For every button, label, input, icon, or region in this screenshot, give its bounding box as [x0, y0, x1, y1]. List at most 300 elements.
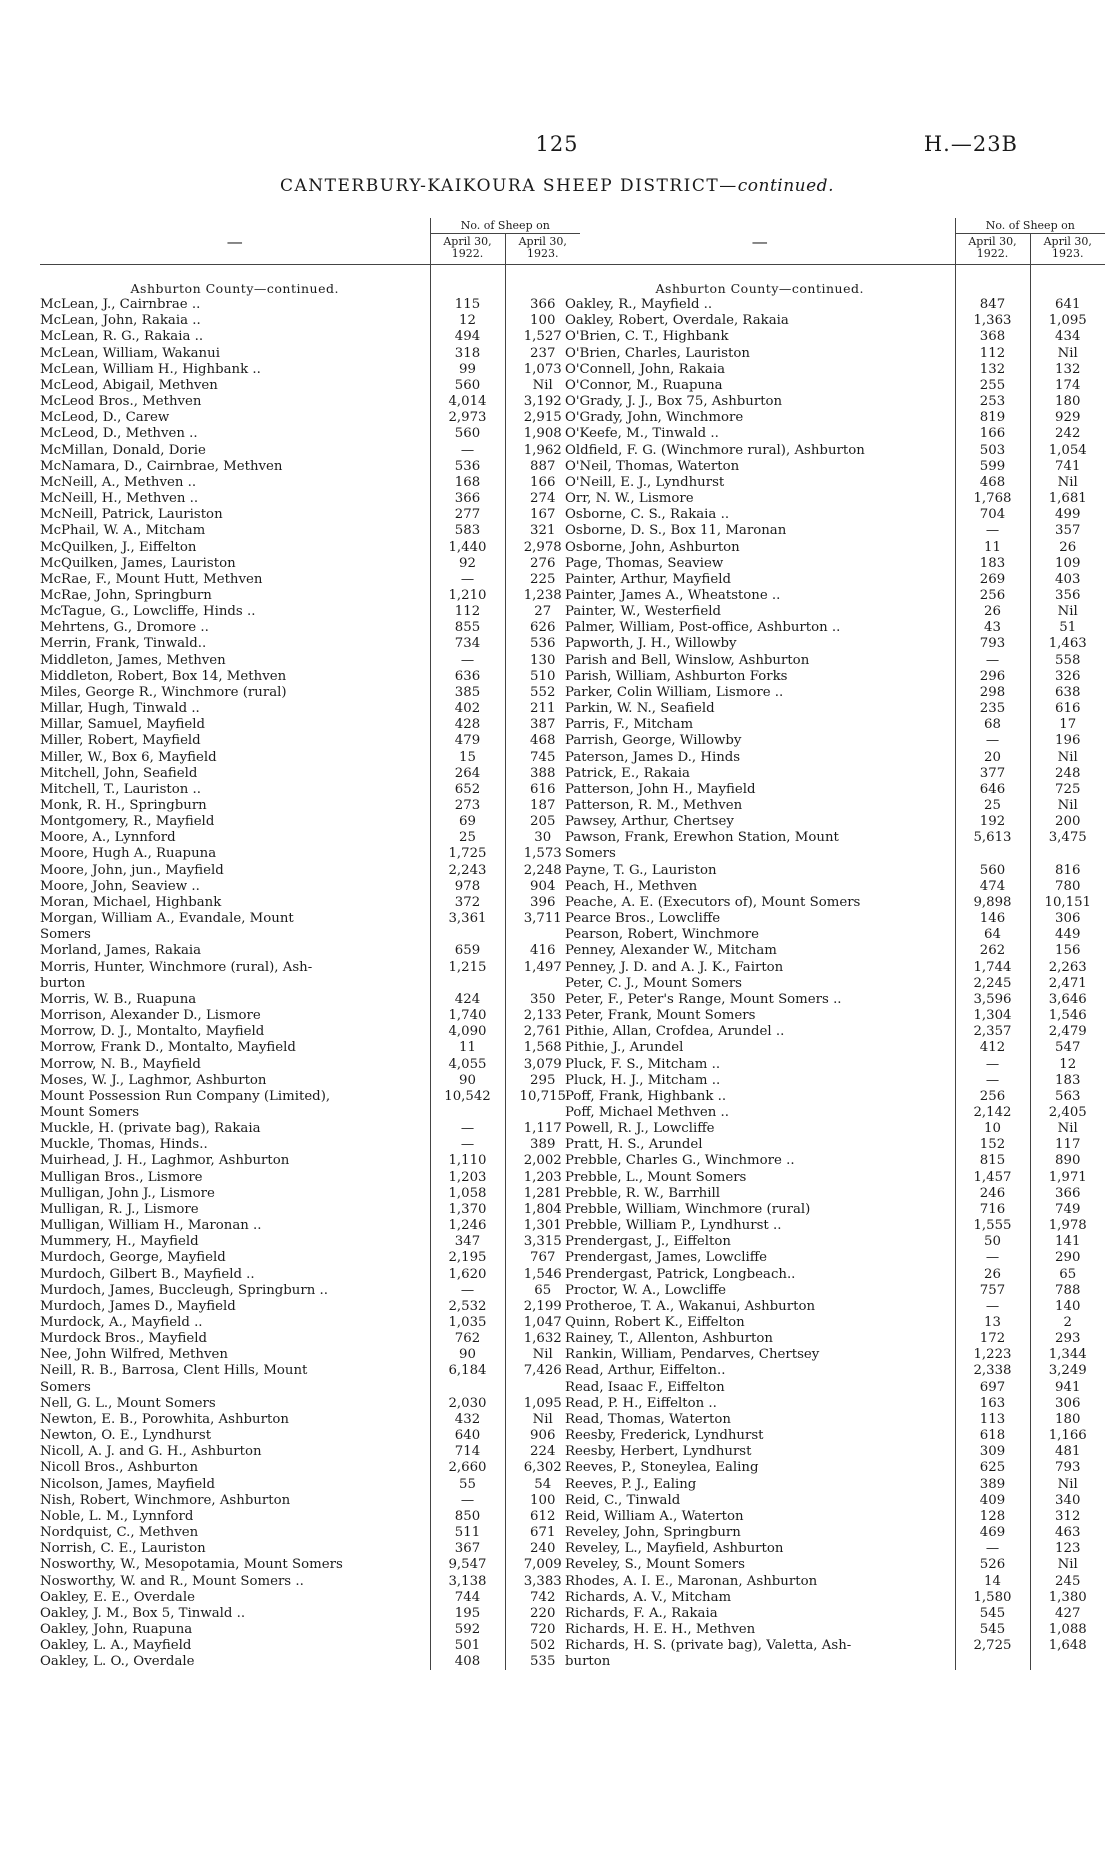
sheep-1923: 132: [1030, 362, 1105, 378]
owner-name: Mulligan Bros., Lismore: [40, 1169, 203, 1185]
table-row: [565, 329, 1105, 345]
owner-name: O'Grady, John, Winchmore: [565, 410, 744, 426]
owner-name: Proctor, W. A., Lowcliffe: [565, 1282, 727, 1298]
sheep-1922: 545: [955, 1622, 1030, 1638]
sheep-1923: 3,711: [505, 911, 580, 927]
owner-name: Millar, Samuel, Mayfield: [40, 717, 205, 733]
sheep-1922: 2,973: [430, 410, 505, 426]
sheep-1922: [955, 1654, 1030, 1670]
sheep-1922: 10: [955, 1121, 1030, 1137]
sheep-1923: 276: [505, 556, 580, 572]
owner-name: Muirhead, J. H., Laghmor, Ashburton: [40, 1153, 290, 1169]
table-row: [40, 1622, 580, 1638]
table-row: [40, 1380, 580, 1396]
sheep-1923: 1,908: [505, 426, 580, 442]
table-row: [40, 540, 580, 556]
owner-name: McRae, F., Mount Hutt, Methven: [40, 571, 263, 587]
sheep-1922: 264: [430, 766, 505, 782]
table-row: [40, 620, 580, 636]
table-row: [565, 475, 1105, 491]
sheep-1923: 295: [505, 1073, 580, 1089]
sheep-1923: 468: [505, 733, 580, 749]
owner-name: Mummery, H., Mayfield: [40, 1234, 199, 1250]
sheep-1922: 479: [430, 733, 505, 749]
sheep-1923: 10,715: [505, 1089, 580, 1105]
sheep-1923: 749: [1030, 1202, 1105, 1218]
sheep-1923: 3,383: [505, 1574, 580, 1590]
sheep-1922: 2,357: [955, 1024, 1030, 1040]
sheep-1923: 100: [505, 1493, 580, 1509]
sheep-1923: 2,263: [1030, 960, 1105, 976]
table-row: [565, 1380, 1105, 1396]
owner-name: Middleton, Robert, Box 14, Methven: [40, 668, 287, 684]
sheep-1923: 224: [505, 1444, 580, 1460]
table-row: [565, 604, 1105, 620]
table-row: [40, 523, 580, 539]
section-heading: Ashburton County—continued.: [130, 281, 339, 296]
owner-name: Read, Thomas, Waterton: [565, 1411, 731, 1427]
left-table: [40, 218, 580, 1670]
sheep-1922: 847: [955, 297, 1030, 313]
owner-name: Prendergast, James, Lowcliffe: [565, 1250, 768, 1266]
table-row: [40, 459, 580, 475]
owner-name: Painter, W., Westerfield: [565, 604, 722, 620]
sheep-1922: 762: [430, 1331, 505, 1347]
owner-name: McLeod Bros., Methven: [40, 394, 202, 410]
sheep-1923: 7,009: [505, 1557, 580, 1573]
sheep-1923: 321: [505, 523, 580, 539]
sheep-1923: 389: [505, 1137, 580, 1153]
table-row: [40, 1040, 580, 1056]
owner-name: Richards, H. E. H., Methven: [565, 1621, 756, 1637]
table-row: [40, 1105, 580, 1121]
sheep-1923: 2,133: [505, 1008, 580, 1024]
table-row: [40, 572, 580, 588]
spacer-row: [565, 265, 1105, 282]
table-row: [565, 1396, 1105, 1412]
sheep-1922: 347: [430, 1234, 505, 1250]
sheep-1922: —: [955, 1073, 1030, 1089]
owner-name: McQuilken, J., Eiffelton: [40, 539, 197, 555]
sheep-1922: 2,532: [430, 1299, 505, 1315]
owner-name: Prebble, R. W., Barrhill: [565, 1185, 720, 1201]
sheep-1922: [430, 1380, 505, 1396]
table-row: [40, 1218, 580, 1234]
sheep-1923: Nil: [1030, 1557, 1105, 1573]
sheep-1922: 646: [955, 782, 1030, 798]
owner-name: Morgan, William A., Evandale, Mount: [40, 911, 294, 927]
sheep-1923: 140: [1030, 1299, 1105, 1315]
owner-name: Prendergast, J., Eiffelton: [565, 1234, 731, 1250]
sheep-1923: 563: [1030, 1089, 1105, 1105]
sheep-1922: 697: [955, 1380, 1030, 1396]
sheep-1922: 1,246: [430, 1218, 505, 1234]
sheep-1923: 741: [1030, 459, 1105, 475]
table-row: [565, 572, 1105, 588]
sheep-1922: 2,243: [430, 863, 505, 879]
sheep-1922: —: [955, 653, 1030, 669]
owner-name: Patterson, R. M., Methven: [565, 798, 743, 813]
section-heading-row: [40, 281, 580, 297]
sheep-1922: 166: [955, 426, 1030, 442]
sheep-1923: 1,546: [505, 1267, 580, 1283]
table-row: [40, 653, 580, 669]
owner-name: Parris, F., Mitcham: [565, 717, 694, 733]
owner-name: Pawson, Frank, Erewhon Station, Mount: [565, 830, 839, 846]
owner-name: Newton, O. E., Lyndhurst: [40, 1428, 212, 1444]
owner-name: Peach, H., Methven: [565, 878, 698, 894]
owner-name: Rankin, William, Pendarves, Chertsey: [565, 1347, 820, 1363]
sheep-1922: 20: [955, 750, 1030, 766]
sheep-1923: 890: [1030, 1153, 1105, 1169]
owner-name: burton: [40, 975, 86, 991]
sheep-1923: 117: [1030, 1137, 1105, 1153]
sheep-1922: —: [955, 733, 1030, 749]
owner-name: Read, Isaac F., Eiffelton: [565, 1379, 725, 1395]
sheep-1922: 408: [430, 1654, 505, 1670]
name-column-header: —: [565, 218, 955, 265]
table-row: [40, 863, 580, 879]
owner-name: Nordquist, C., Methven: [40, 1525, 199, 1541]
owner-name: Norrish, C. E., Lauriston: [40, 1541, 206, 1557]
sheep-1922: —: [955, 1541, 1030, 1557]
owner-name: Moran, Michael, Highbank: [40, 894, 222, 910]
sheep-1922: 9,898: [955, 895, 1030, 911]
right-table: [565, 218, 1105, 1670]
sheep-1923: [1030, 846, 1105, 862]
owner-name: Morris, Hunter, Winchmore (rural), Ash-: [40, 959, 313, 975]
owner-name: O'Brien, C. T., Highbank: [565, 329, 729, 345]
table-row: [40, 1234, 580, 1250]
sheep-1923: 2,471: [1030, 976, 1105, 992]
table-row: [565, 1202, 1105, 1218]
table-row: [40, 717, 580, 733]
sheep-1923: 2,479: [1030, 1024, 1105, 1040]
table-row: [565, 1057, 1105, 1073]
owner-name: Prebble, William P., Lyndhurst ..: [565, 1218, 782, 1234]
sheep-1923: 245: [1030, 1574, 1105, 1590]
table-row: [565, 1460, 1105, 1476]
owner-name: McMillan, Donald, Dorie: [40, 442, 206, 458]
sheep-1922: 2,725: [955, 1638, 1030, 1654]
owner-name: Orr, N. W., Lismore: [565, 491, 694, 507]
owner-name: Reeves, P., Stoneylea, Ealing: [565, 1460, 759, 1476]
sheep-1923: 3,475: [1030, 830, 1105, 846]
sheep-1922: 13: [955, 1315, 1030, 1331]
owner-name: Penney, Alexander W., Mitcham: [565, 943, 777, 959]
sheep-1922: 536: [430, 459, 505, 475]
sheep-1923: 12: [1030, 1057, 1105, 1073]
sheep-1923: 10,151: [1030, 895, 1105, 911]
sheep-1923: 887: [505, 459, 580, 475]
table-row: [565, 653, 1105, 669]
sheep-1922: 1,440: [430, 540, 505, 556]
table-row: [40, 1509, 580, 1525]
table-row: [565, 895, 1105, 911]
owner-name: Peter, Frank, Mount Somers: [565, 1008, 756, 1024]
table-row: [565, 1186, 1105, 1202]
table-row: [565, 346, 1105, 362]
table-row: [40, 1331, 580, 1347]
sheep-1923: 1,117: [505, 1121, 580, 1137]
page-header: [0, 0, 1114, 230]
table-row: [565, 1234, 1105, 1250]
sheep-1923: 904: [505, 879, 580, 895]
owner-name: Nicoll Bros., Ashburton: [40, 1460, 199, 1476]
table-row: [40, 1315, 580, 1331]
owner-name: Miller, W., Box 6, Mayfield: [40, 749, 217, 765]
table-row: [565, 1590, 1105, 1606]
sheep-1922: 385: [430, 685, 505, 701]
owner-name: Merrin, Frank, Tinwald..: [40, 636, 207, 652]
sheep-1922: 501: [430, 1638, 505, 1654]
sheep-1923: 745: [505, 750, 580, 766]
table-row: [40, 1525, 580, 1541]
sheep-1923: 616: [505, 782, 580, 798]
table-row: [40, 1186, 580, 1202]
owner-name: Oakley, Robert, Overdale, Rakaia: [565, 313, 789, 329]
section-heading: Ashburton County—continued.: [655, 281, 864, 296]
sheep-1923: 1,527: [505, 329, 580, 345]
table-row: [40, 798, 580, 814]
sheep-1923: 536: [505, 636, 580, 652]
sheep-1922: 640: [430, 1428, 505, 1444]
sheep-1922: 2,030: [430, 1396, 505, 1412]
owner-name: Oakley, John, Ruapuna: [40, 1621, 193, 1637]
sheep-1923: Nil: [1030, 798, 1105, 814]
sheep-1923: 510: [505, 669, 580, 685]
sheep-1922: 298: [955, 685, 1030, 701]
sheep-1922: 1,620: [430, 1267, 505, 1283]
name-column-header: —: [40, 218, 430, 265]
table-row: [40, 362, 580, 378]
sheep-1923: 183: [1030, 1073, 1105, 1089]
owner-name: McNamara, D., Cairnbrae, Methven: [40, 458, 283, 474]
table-row: [40, 1170, 580, 1186]
table-row: [565, 1299, 1105, 1315]
owner-name: Pithie, J., Arundel: [565, 1040, 684, 1056]
sheep-1922: —: [430, 572, 505, 588]
owner-name: McPhail, W. A., Mitcham: [40, 523, 206, 539]
sheep-1923: 248: [1030, 766, 1105, 782]
table-row: [565, 1153, 1105, 1169]
sheep-1922: 1,363: [955, 313, 1030, 329]
sheep-1923: 141: [1030, 1234, 1105, 1250]
table-row: [565, 1444, 1105, 1460]
owner-name: Moore, John, jun., Mayfield: [40, 862, 224, 878]
sheep-1922: 744: [430, 1590, 505, 1606]
table-row: [565, 378, 1105, 394]
table-row: [40, 604, 580, 620]
year-1923-header: April 30, 1923.: [505, 234, 580, 265]
owner-name: Pluck, F. S., Mitcham ..: [565, 1056, 721, 1072]
table-row: [40, 475, 580, 491]
table-row: [565, 1283, 1105, 1299]
sheep-1922: 6,184: [430, 1363, 505, 1379]
sheep-1922: 172: [955, 1331, 1030, 1347]
table-row: [40, 426, 580, 442]
sheep-1923: 356: [1030, 588, 1105, 604]
sheep-1923: 725: [1030, 782, 1105, 798]
owner-name: Miller, Robert, Mayfield: [40, 733, 201, 749]
table-row: [565, 491, 1105, 507]
owner-name: O'Connor, M., Ruapuna: [565, 377, 723, 393]
sheep-1922: 428: [430, 717, 505, 733]
owner-name: Pawsey, Arthur, Chertsey: [565, 814, 734, 830]
left-table-body: [40, 265, 580, 1671]
sheep-1922: 1,210: [430, 588, 505, 604]
sheep-1922: 1,304: [955, 1008, 1030, 1024]
sheep-1922: 3,138: [430, 1574, 505, 1590]
table-row: [565, 1250, 1105, 1266]
sheep-1922: 1,110: [430, 1153, 505, 1169]
sheep-1923: 180: [1030, 1412, 1105, 1428]
table-row: [565, 733, 1105, 749]
table-row: [565, 992, 1105, 1008]
sheep-1922: 1,555: [955, 1218, 1030, 1234]
table-row: [40, 750, 580, 766]
table-row: [40, 960, 580, 976]
owner-name: McTague, G., Lowcliffe, Hinds ..: [40, 604, 256, 620]
table-row: [40, 507, 580, 523]
sheep-1922: 4,090: [430, 1024, 505, 1040]
sheep-1922: —: [955, 1299, 1030, 1315]
sheep-1922: 1,215: [430, 960, 505, 976]
owner-name: Noble, L. M., Lynnford: [40, 1508, 194, 1524]
table-row: [565, 1073, 1105, 1089]
owner-name: Parish and Bell, Winslow, Ashburton: [565, 652, 810, 668]
owner-name: Somers: [40, 1379, 91, 1395]
owner-name: Protheroe, T. A., Wakanui, Ashburton: [565, 1298, 816, 1314]
sheep-1922: 113: [955, 1412, 1030, 1428]
owner-name: Morrow, Frank D., Montalto, Mayfield: [40, 1040, 296, 1056]
table-row: [565, 814, 1105, 830]
sheep-1922: 132: [955, 362, 1030, 378]
table-row: [565, 1477, 1105, 1493]
page-title: [0, 176, 1114, 196]
owner-name: Morrow, N. B., Mayfield: [40, 1056, 201, 1072]
table-row: [40, 1121, 580, 1137]
sheep-1922: 4,055: [430, 1057, 505, 1073]
sheep-1923: 290: [1030, 1250, 1105, 1266]
sheep-1922: 389: [955, 1477, 1030, 1493]
table-row: [40, 1267, 580, 1283]
sheep-1923: 1,281: [505, 1186, 580, 1202]
owner-name: Mulligan, R. J., Lismore: [40, 1201, 199, 1217]
owner-name: Neill, R. B., Barrosa, Clent Hills, Mount: [40, 1363, 308, 1379]
sheep-1922: 855: [430, 620, 505, 636]
sheep-1922: 152: [955, 1137, 1030, 1153]
sheep-1923: 742: [505, 1590, 580, 1606]
sheep-1923: 1,971: [1030, 1170, 1105, 1186]
sheep-1923: 616: [1030, 701, 1105, 717]
owner-name: Prebble, L., Mount Somers: [565, 1169, 747, 1185]
table-row: [40, 313, 580, 329]
table-row: [40, 1202, 580, 1218]
owner-name: Parish, William, Ashburton Forks: [565, 668, 788, 684]
owner-name: O'Brien, Charles, Lauriston: [565, 345, 750, 361]
table-row: [40, 1638, 580, 1654]
sheep-1922: 636: [430, 669, 505, 685]
table-row: [565, 1606, 1105, 1622]
sheep-1922: 3,596: [955, 992, 1030, 1008]
owner-name: Reesby, Frederick, Lyndhurst: [565, 1428, 764, 1444]
sheep-1922: 368: [955, 329, 1030, 345]
sheep-1922: 1,035: [430, 1315, 505, 1331]
table-row: [40, 1557, 580, 1573]
owner-name: Painter, Arthur, Mayfield: [565, 571, 731, 587]
sheep-1922: 50: [955, 1234, 1030, 1250]
owner-name: McLean, William H., Highbank ..: [40, 361, 261, 377]
owner-name: McRae, John, Springburn: [40, 587, 212, 603]
sheep-1922: 1,203: [430, 1170, 505, 1186]
owner-name: McNeill, Patrick, Lauriston: [40, 507, 223, 523]
table-row: [40, 346, 580, 362]
sheep-1923: 1,978: [1030, 1218, 1105, 1234]
sheep-1922: 296: [955, 669, 1030, 685]
sheep-1922: 90: [430, 1073, 505, 1089]
sheep-1923: 626: [505, 620, 580, 636]
table-row: [40, 1057, 580, 1073]
sheep-1922: [430, 976, 505, 992]
owner-name: Nosworthy, W. and R., Mount Somers ..: [40, 1573, 304, 1589]
sheep-1922: 112: [955, 346, 1030, 362]
table-row: [40, 1396, 580, 1412]
sheep-1923: 1,681: [1030, 491, 1105, 507]
table-row: [565, 960, 1105, 976]
table-row: [40, 1153, 580, 1169]
owner-name: Murdock Bros., Mayfield: [40, 1331, 207, 1347]
sheep-1922: 412: [955, 1040, 1030, 1056]
table-row: [565, 927, 1105, 943]
sheep-1923: 123: [1030, 1541, 1105, 1557]
sheep-1922: —: [955, 1250, 1030, 1266]
owner-name: Reveley, John, Springburn: [565, 1525, 741, 1541]
table-row: [565, 556, 1105, 572]
page-title-suffix: continued.: [737, 176, 834, 196]
owner-name: Nish, Robert, Winchmore, Ashburton: [40, 1492, 291, 1508]
sheep-1923: 357: [1030, 523, 1105, 539]
sheep-1923: 1,546: [1030, 1008, 1105, 1024]
owner-name: McQuilken, James, Lauriston: [40, 555, 236, 571]
table-row: [40, 394, 580, 410]
owner-name: Penney, J. D. and A. J. K., Fairton: [565, 959, 784, 975]
table-row: [565, 1024, 1105, 1040]
sheep-1923: 220: [505, 1606, 580, 1622]
owner-name: Morland, James, Rakaia: [40, 943, 202, 959]
table-row: [40, 1460, 580, 1476]
table-row: [565, 313, 1105, 329]
sheep-1923: 3,249: [1030, 1363, 1105, 1379]
sheep-1923: Nil: [505, 378, 580, 394]
table-row: [40, 766, 580, 782]
owner-name: Poff, Frank, Highbank ..: [565, 1088, 727, 1104]
sheep-1923: 2,002: [505, 1153, 580, 1169]
owner-name: Moore, Hugh A., Ruapuna: [40, 846, 217, 862]
year-1922-header: April 30, 1922.: [430, 234, 505, 265]
sheep-1922: 68: [955, 717, 1030, 733]
sheep-1922: 195: [430, 1606, 505, 1622]
owner-name: Oakley, L. O., Overdale: [40, 1654, 195, 1670]
sheep-1922: 469: [955, 1525, 1030, 1541]
owner-name: Murdoch, Gilbert B., Mayfield ..: [40, 1266, 255, 1282]
table-row: [565, 540, 1105, 556]
sheep-1922: 26: [955, 604, 1030, 620]
sheep-1922: 409: [955, 1493, 1030, 1509]
sheep-1923: 2: [1030, 1315, 1105, 1331]
table-row: [565, 863, 1105, 879]
table-row: [40, 1299, 580, 1315]
